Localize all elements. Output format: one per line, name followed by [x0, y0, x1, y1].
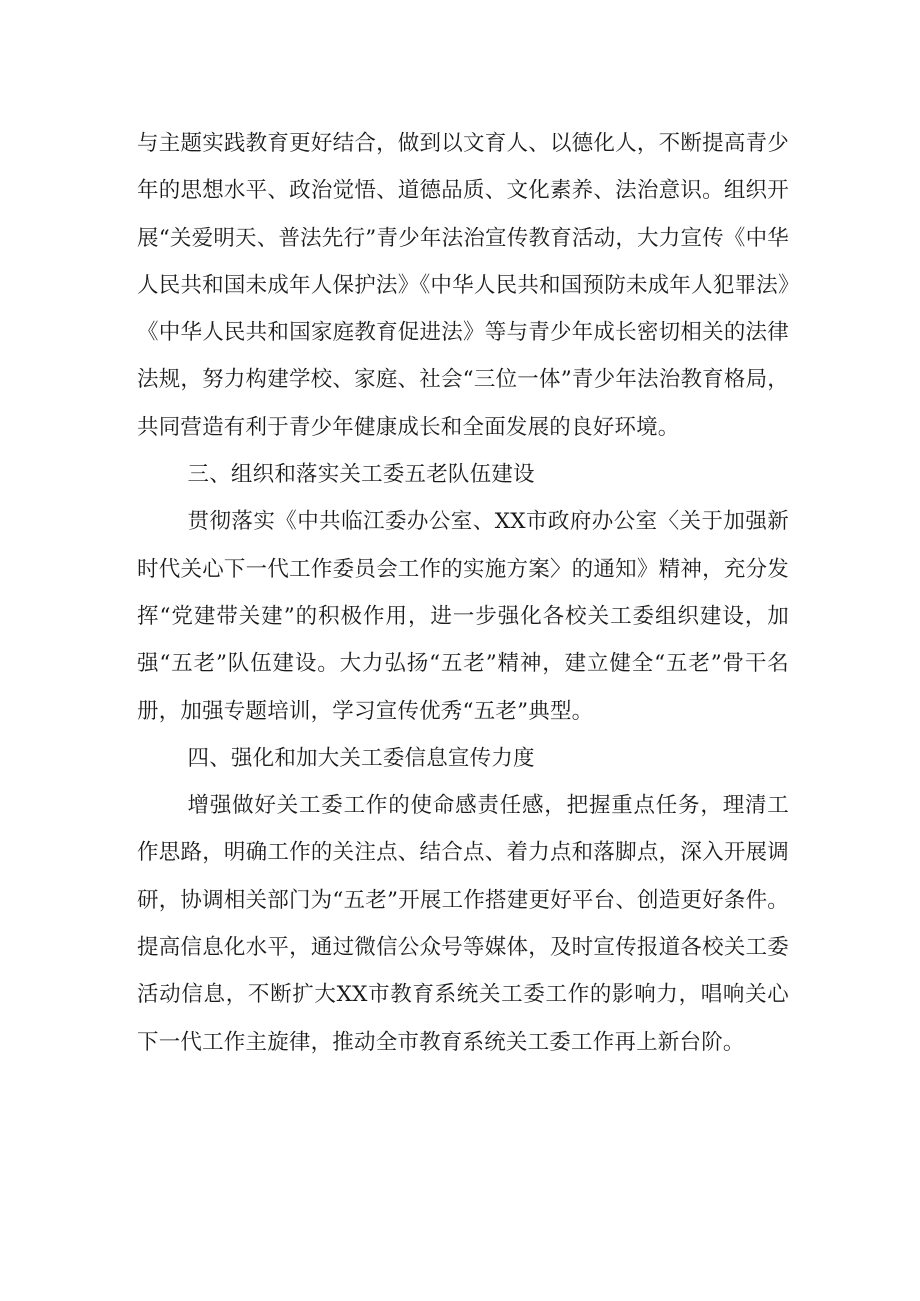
paragraph-publicity: 增强做好关工委工作的使命感责任感，把握重点任务，理清工作思路，明确工作的关注点、结合点、着力点和落脚点，深入开展调研，协调相关部门为“五老”开展工作搭建更好平台、创造更好条件。提高信息化水平，通过微信公众号等媒体，及时宣传报道各校关工委活动信息，不断扩大XX市教育系统关工委工作的影响力，唱响关心下一代工作主旋律，推动全市教育系统关工委工作再上新台阶。	[137, 793, 789, 1055]
document-body	[137, 120, 789, 1066]
section-heading-three: 三、组织和落实关工委五老队伍建设	[187, 462, 535, 488]
paragraph-continuation: 与主题实践教育更好结合，做到以文育人、以德化人，不断提高青少年的思想水平、政治觉悟、道德品质、文化素养、法治意识。组织开展“关爱明天、普法先行”青少年法治宣传教育活动，大力宣传《中华人民共和国未成年人保护法》《中华人民共和国预防未成年人犯罪法》《中华人民共和国家庭教育促进法》等与青少年成长密切相关的法律法规，努力构建学校、家庭、社会“三位一体”青少年法治教育格局，共同营造有利于青少年健康成长和全面发展的良好环境。	[137, 131, 789, 440]
paragraph-five-elders: 贯彻落实《中共临江委办公室、XX市政府办公室〈关于加强新时代关心下一代工作委员会工作的实施方案〉的通知》精神，充分发挥“党建带关建”的积极作用，进一步强化各校关工委组织建设，加强“五老”队伍建设。大力弘扬“五老”精神，建立健全“五老”骨干名册，加强专题培训，学习宣传优秀“五老”典型。	[137, 509, 789, 724]
section-heading-four: 四、强化和加大关工委信息宣传力度	[187, 745, 535, 771]
